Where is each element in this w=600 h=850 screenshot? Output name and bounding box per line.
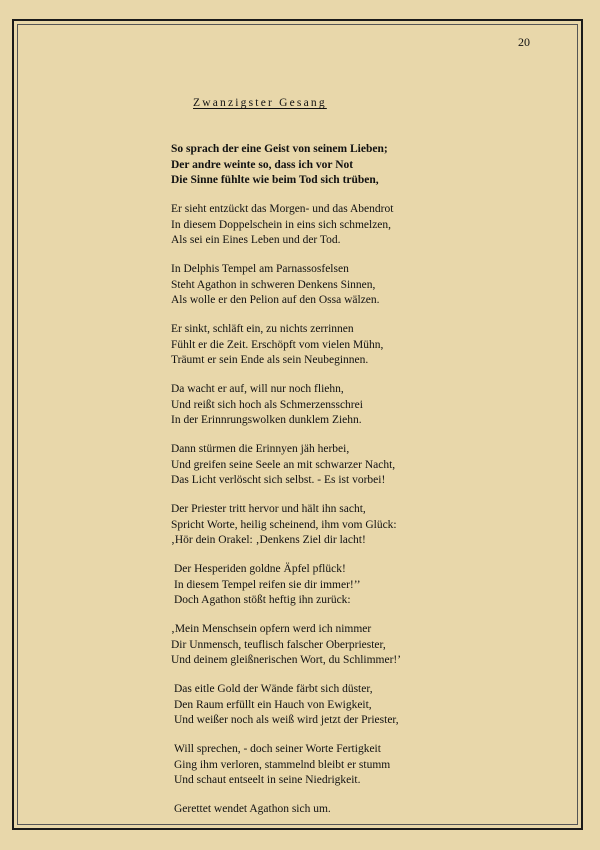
verse-line: Und greifen seine Seele an mit schwarzer Nacht,	[171, 458, 396, 471]
verse-line: Und schaut entseelt in seine Niedrigkeit.	[174, 774, 361, 786]
verse-line: So sprach der eine Geist von seinem Lieben;	[171, 143, 388, 155]
verse-line: Steht Agathon in schweren Denkens Sinnen,	[171, 278, 376, 291]
stanza	[171, 742, 571, 789]
verse-line: In diesem Doppelschein in eins sich schmelzen,	[171, 218, 392, 231]
verse-line: Dir Unmensch, teuflisch falscher Oberpriester,	[171, 638, 386, 651]
poem-body	[171, 142, 571, 831]
verse-line: ‚Mein Menschsein opfern werd ich nimmer	[171, 623, 372, 635]
verse-line: Er sinkt, schläft ein, zu nichts zerrinnen	[171, 323, 354, 335]
verse-line: Träumt er sein Ende als sein Neubeginnen.	[171, 354, 369, 366]
verse-line: Will sprechen, - doch seiner Worte Fertigkeit	[174, 743, 381, 755]
stanza	[171, 202, 571, 249]
verse-line: Die Sinne fühlte wie beim Tod sich trüben,	[171, 174, 379, 186]
verse-line: Fühlt er die Zeit. Erschöpft vom vielen Mühn,	[171, 338, 384, 351]
stanza	[171, 802, 571, 818]
verse-line: Gerettet wendet Agathon sich um.	[174, 803, 331, 815]
verse-line: In Delphis Tempel am Parnassosfelsen	[171, 263, 349, 275]
verse-line: Das Licht verlöscht sich selbst. - Es ist vorbei!	[171, 474, 386, 486]
verse-line: Den Raum erfüllt ein Hauch von Ewigkeit,	[174, 698, 372, 711]
verse-line: Als sei ein Eines Leben und der Tod.	[171, 234, 341, 246]
stanza	[171, 682, 571, 729]
verse-line: Der andre weinte so, dass ich vor Not	[171, 158, 354, 171]
verse-line: In der Erinnrungswolken dunklem Ziehn.	[171, 414, 362, 426]
verse-line: Da wacht er auf, will nur noch fliehn,	[171, 383, 344, 395]
verse-line: In diesem Tempel reifen sie dir immer!’’	[174, 578, 361, 591]
page-number: 20	[518, 35, 530, 49]
verse-line: Dann stürmen die Erinnyen jäh herbei,	[171, 443, 350, 455]
verse-line: Ging ihm verloren, stammelnd bleibt er stumm	[174, 758, 391, 771]
verse-line: Und weißer noch als weiß wird jetzt der Priester,	[174, 714, 399, 726]
canto-title: Zwanzigster Gesang	[193, 97, 327, 109]
stanza	[171, 622, 571, 669]
stanza	[171, 442, 571, 489]
verse-line: Spricht Worte, heilig scheinend, ihm vom Glück:	[171, 518, 397, 531]
verse-line: Und reißt sich hoch als Schmerzensschrei	[171, 398, 363, 411]
verse-line: Er sieht entzückt das Morgen- und das Abendrot	[171, 203, 394, 215]
verse-line: Doch Agathon stößt heftig ihn zurück:	[174, 594, 351, 606]
stanza	[171, 262, 571, 309]
stanza	[171, 382, 571, 429]
verse-line: Als wolle er den Pelion auf den Ossa wälzen.	[171, 294, 380, 306]
stanza	[171, 562, 571, 609]
verse-line: Der Priester tritt hervor und hält ihn sacht,	[171, 503, 366, 515]
verse-line: Das eitle Gold der Wände färbt sich düster,	[174, 683, 373, 695]
verse-line: Der Hesperiden goldne Äpfel pflück!	[174, 563, 346, 575]
stanza	[171, 502, 571, 549]
stanza	[171, 322, 571, 369]
verse-line: Und deinem gleißnerischen Wort, du Schlimmer!’	[171, 654, 402, 666]
verse-line: ‚Hör dein Orakel: ‚Denkens Ziel dir lacht!	[171, 534, 366, 546]
stanza	[171, 142, 571, 189]
